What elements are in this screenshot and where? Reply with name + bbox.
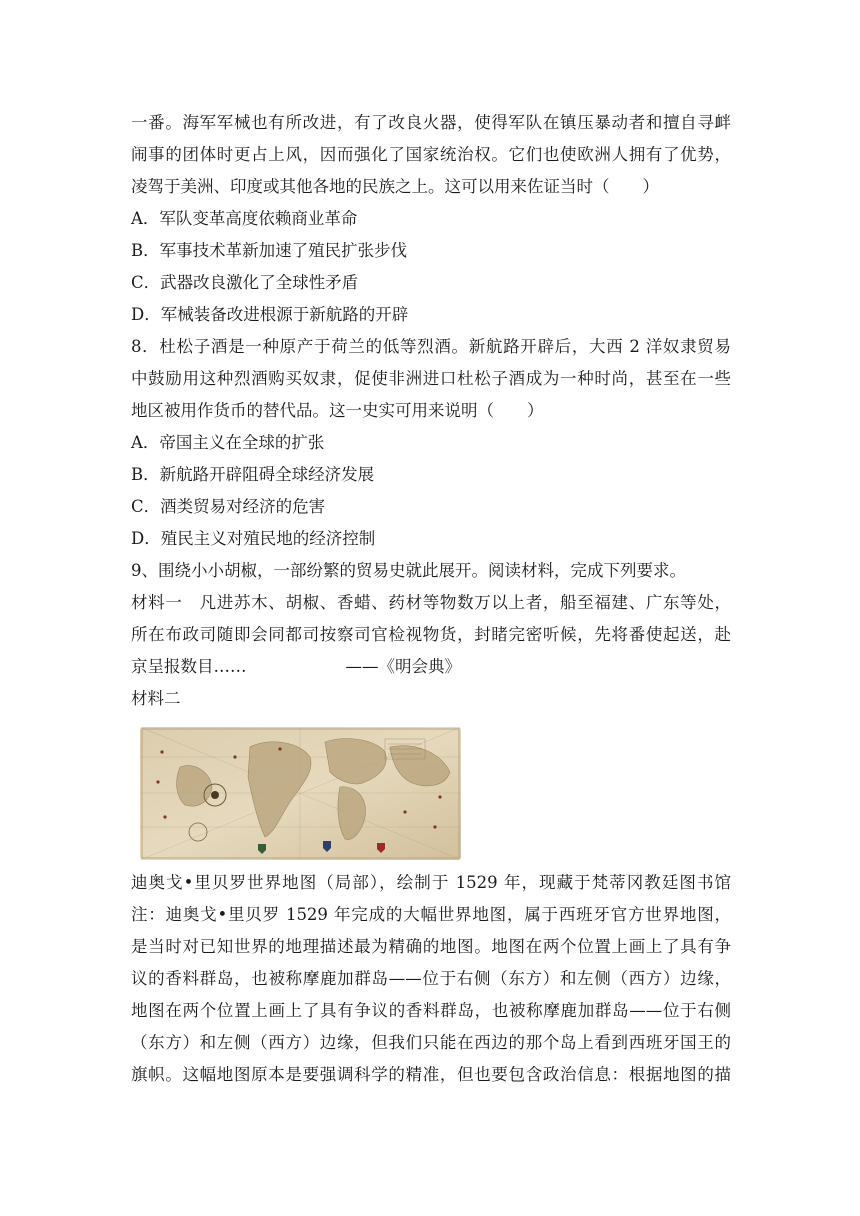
option-c: C．武器改良激化了全球性矛盾 xyxy=(131,273,359,292)
option-b: B．军事技术革新加速了殖民扩张步伐 xyxy=(131,241,408,260)
text-line: 一番。海军军械也有所改进，有了改良火器，使得军队在镇压暴动者和擅自寻衅 xyxy=(131,113,731,132)
question-8: 8．杜松子酒是一种原产于荷兰的低等烈酒。新航路开辟后，大西 2 洋奴隶贸易 xyxy=(131,337,731,356)
note-line: 注：迪奥戈•里贝罗 1529 年完成的大幅世界地图，属于西班牙官方世界地图， xyxy=(131,905,731,924)
text-line: 旗帜。这幅地图原本是要强调科学的精准，但也要包含政治信息：根据地图的描 xyxy=(131,1065,731,1084)
option-a: A．帝国主义在全球的扩张 xyxy=(131,433,325,452)
text-line: 地图在两个位置上画上了具有争议的香料群岛，也被称摩鹿加群岛——位于右侧 xyxy=(131,1001,731,1020)
material-1: 材料一 凡进苏木、胡椒、香蜡、药材等物数万以上者，船至福建、广东等处， xyxy=(131,593,731,612)
question-9: 9、围绕小小胡椒，一部纷繁的贸易史就此展开。阅读材料，完成下列要求。 xyxy=(131,561,686,580)
text-line: （东方）和左侧（西方）边缘，但我们只能在西边的那个岛上看到西班牙国王的 xyxy=(131,1033,731,1052)
option-c: C．酒类贸易对经济的危害 xyxy=(131,497,326,516)
option-a: A．军队变革高度依赖商业革命 xyxy=(131,209,358,228)
option-d: D．殖民主义对殖民地的经济控制 xyxy=(131,529,376,548)
material-2-label: 材料二 xyxy=(131,689,181,708)
text-line: 所在布政司随即会同都司按察司官检视物货，封睹完密听候，先将番使起送，赴 xyxy=(131,625,731,644)
option-d: D．军械装备改进根源于新航路的开辟 xyxy=(131,305,409,324)
map-drawing xyxy=(140,727,461,860)
text-line: 京呈报数目…… ——《明会典》 xyxy=(131,657,461,676)
text-line: 中鼓励用这种烈酒购买奴隶，促使非洲进口杜松子酒成为一种时尚，甚至在一些 xyxy=(131,369,731,388)
option-b: B．新航路开辟阻碍全球经济发展 xyxy=(131,465,375,484)
map-caption: 迪奥戈•里贝罗世界地图（局部），绘制于 1529 年，现藏于梵蒂冈教廷图书馆 xyxy=(131,873,731,892)
text-line: 是当时对已知世界的地理描述最为精确的地图。地图在两个位置上画上了具有争 xyxy=(131,937,731,956)
text-line: 闹事的团体时更占上风，因而强化了国家统治权。它们也使欧洲人拥有了优势， xyxy=(131,145,731,164)
world-map-image xyxy=(140,727,461,860)
text-line: 议的香料群岛，也被称摩鹿加群岛——位于右侧（东方）和左侧（西方）边缘， xyxy=(131,969,731,988)
text-line: 凌驾于美洲、印度或其他各地的民族之上。这可以用来佐证当时（ ） xyxy=(131,177,659,196)
text-line: 地区被用作货币的替代品。这一史实可用来说明（ ） xyxy=(131,401,544,420)
